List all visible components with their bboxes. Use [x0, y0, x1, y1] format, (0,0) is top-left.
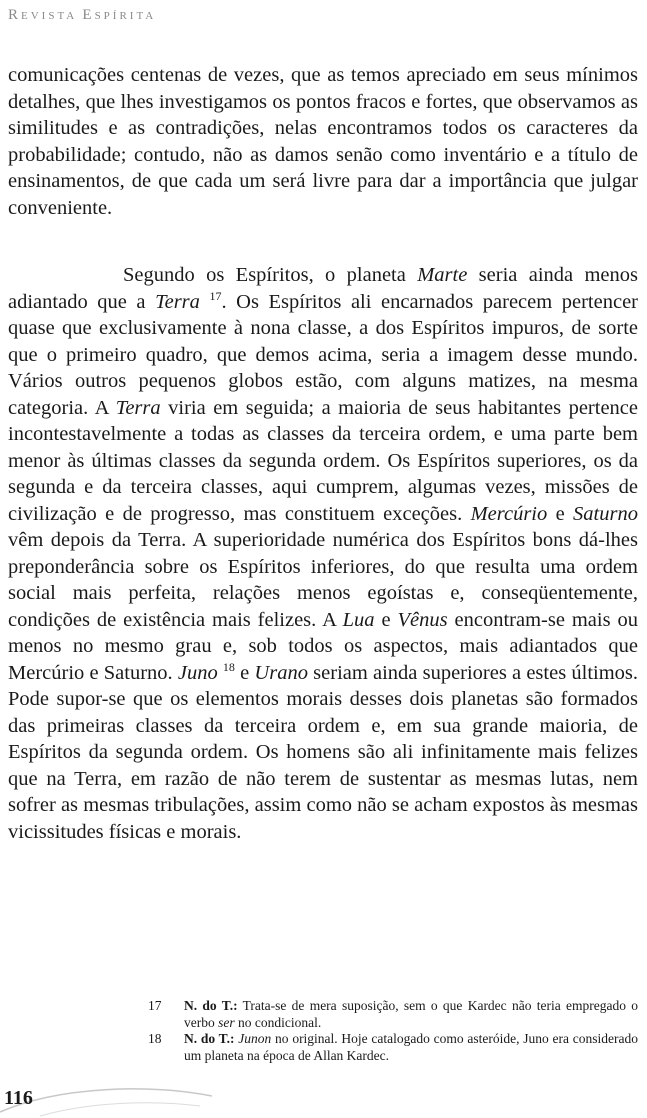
- footnote-ref-17[interactable]: 17: [209, 288, 222, 303]
- footnote-label: N. do T.:: [184, 1031, 235, 1046]
- footnote-17: 17 N. do T.: Trata-se de mera suposição, sem o que Kardec não teria empregado o verbo ser no condicional.: [148, 998, 639, 1030]
- footnote-number: 18: [148, 1031, 162, 1046]
- term-saturno: Saturno: [573, 502, 638, 525]
- term-terra-2: Terra: [115, 396, 161, 419]
- term-juno: Juno: [177, 661, 218, 684]
- footnotes: [148, 998, 638, 1064]
- footnote-number: 17: [148, 998, 162, 1013]
- term-terra: Terra: [155, 290, 200, 313]
- running-head-word2: SPÍRITA: [94, 10, 157, 22]
- footnote-ref-18[interactable]: 18: [222, 659, 235, 674]
- footnote-label: N. do T.:: [184, 998, 238, 1013]
- term-marte: Marte: [417, 264, 468, 286]
- term-lua: Lua: [342, 608, 375, 631]
- term-venus: Vênus: [397, 608, 448, 631]
- running-head-word1: EVISTA: [21, 10, 83, 22]
- paragraph-continuation: comunicações centenas de vezes, que as temos apreciado em seus mínimos detalhes, que lhes investigamos os pontos fracos e fortes, que observamos as similitudes e as contradições, nelas encontramos todos os caracteres da probabilidade; contudo, não as damos senão como inventário e a título de ensinamentos, de que cada um será livre para dar a importância que julgar conveniente.: [8, 64, 638, 219]
- running-head-initial-2: E: [82, 7, 95, 23]
- page-number: 116: [4, 1087, 33, 1109]
- paragraph-planets: Segundo os Espíritos, o planeta Marte seria ainda menos adiantado que a Terra $^{17}$. Os Espíritos ali encarnados parecem pertencer quase que exclusivamente à nona classe, a dos Espíritos impuros, de sorte que o primeiro quadro, que demos acima, seria a imagem desse mundo. Vários outros pequenos globos estão, com alguns matizes, na mesma categoria. A Terra viria em seguida; a maioria de seus habitantes pertence incontestavelmente a todas as classes da terceira ordem, e uma parte bem menor às últimas classes da segunda ordem. Os Espíritos superiores, os da segunda e da terceira classes, aqui cumprem, algumas vezes, missões de civilização e de progresso, mas constituem exceções. Mercúrio e Saturno vêm depois da Terra. A superioridade numérica dos Espíritos bons dá-lhes preponderância sobre os Espíritos inferiores, do que resulta uma ordem social mais perfeita, relações menos egoístas e, conseqüentemente, condições de existência mais felizes. A Lua e Vênus encontram-se mais ou menos no mesmo grau e, sob todos os aspectos, mais adiantados que Mercúrio e Saturno. Juno $^{18}$ e Urano seriam ainda superiores a estes últimos. Pode supor-se que os elementos morais desses dois planetas são formados das primeiras classes da terceira ordem e, em sua grande maioria, de Espíritos da segunda ordem. Os homens são ali infinitamente mais felizes que na Terra, em razão de não terem de sustentar as mesmas lutas, nem sofrer as mesmas tribulações, assim como não se acham expostos às mesmas vicissitudes físicas e morais.: [8, 264, 639, 843]
- term-mercurio: Mercúrio: [470, 502, 548, 525]
- running-head-initial: R: [8, 7, 22, 23]
- running-head: [8, 7, 156, 24]
- footnote-18: 18 N. do T.: Junon no original. Hoje catalogado como asteróide, Juno era considerado um planeta na época de Allan Kardec.: [148, 1031, 638, 1063]
- term-urano: Urano: [254, 661, 308, 684]
- decorative-swoosh: [0, 1082, 220, 1118]
